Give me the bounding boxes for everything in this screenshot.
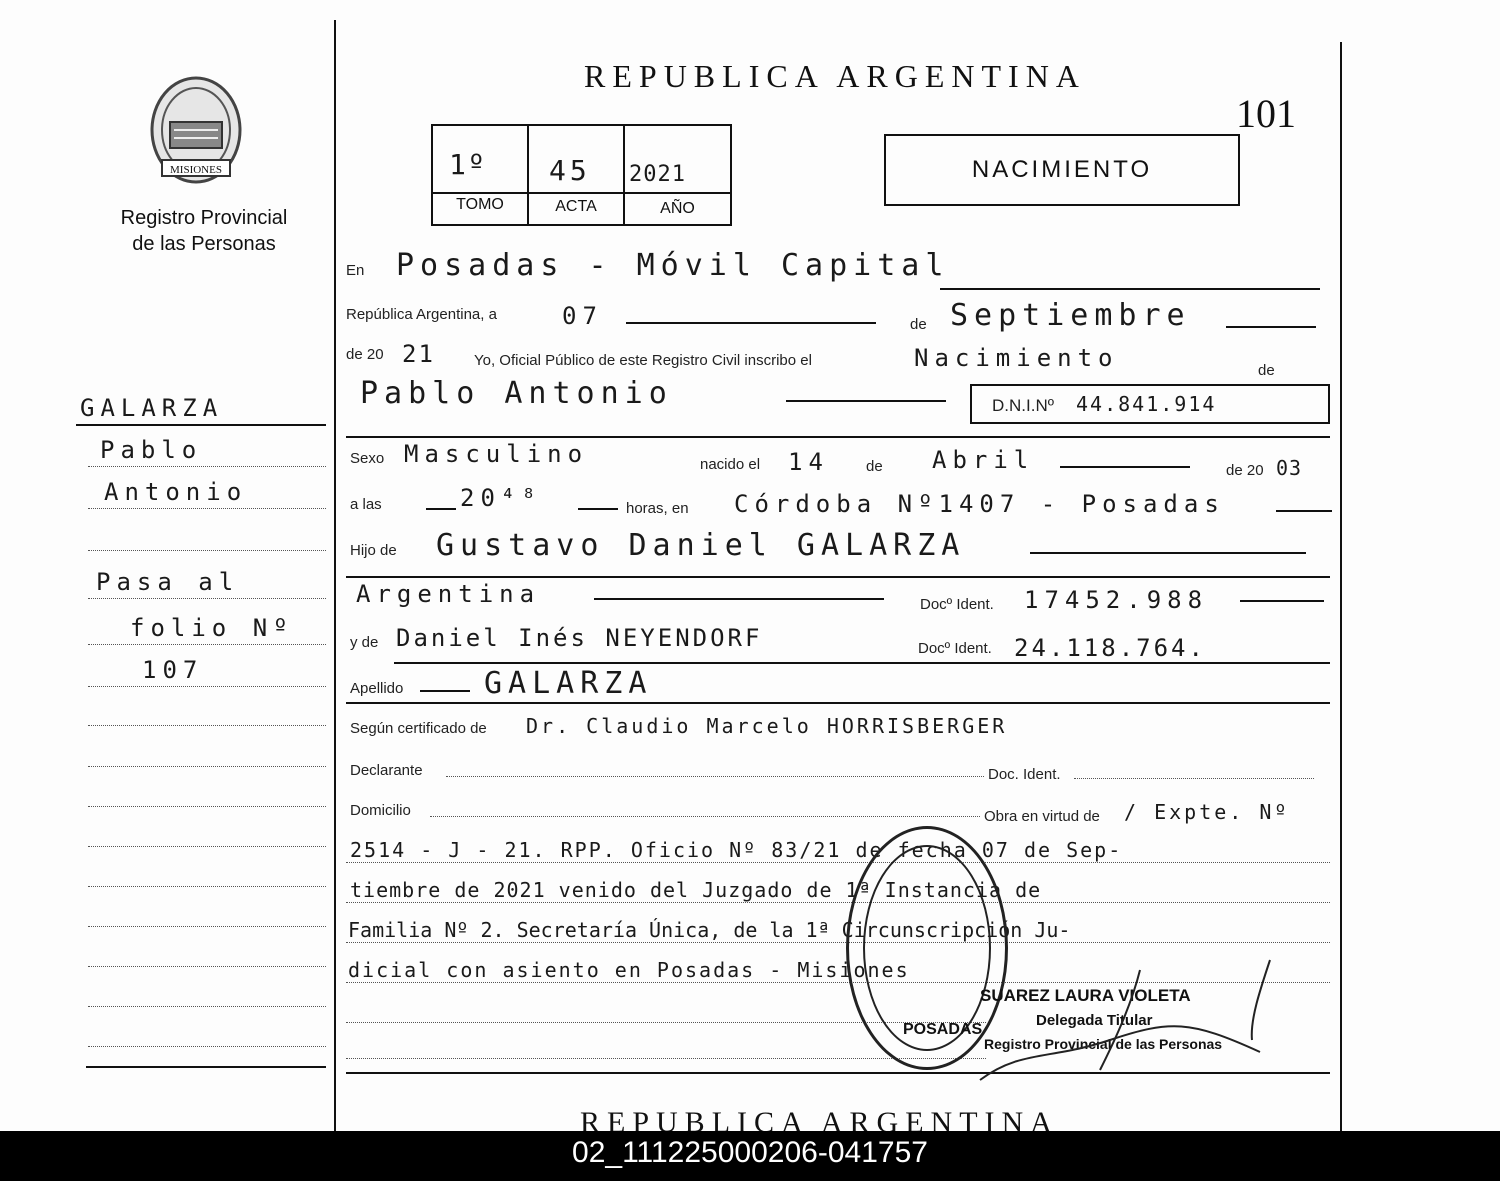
- margin-dots: [88, 966, 326, 967]
- place-value: Córdoba Nº1407 - Posadas: [734, 490, 1225, 518]
- mother-doc: 24.118.764.: [1014, 634, 1206, 662]
- segun-value: Dr. Claudio Marcelo HORRISBERGER: [526, 714, 1008, 738]
- next-page-title: REPUBLICA ARGENTINA: [580, 1106, 1059, 1131]
- day-value: 07: [562, 302, 603, 330]
- margin-note3: 107: [142, 656, 204, 684]
- obra-label: Obra en virtud de: [984, 808, 1100, 825]
- line: [1030, 552, 1306, 554]
- alas-label: a las: [350, 496, 382, 513]
- birth-year-prefix: de 20: [1226, 462, 1264, 479]
- line: [578, 508, 618, 510]
- hora-value: 20⁴⁸: [460, 484, 542, 512]
- stamp-role: Delegada Titular: [1036, 1012, 1153, 1029]
- folio-number: 101: [1236, 91, 1296, 136]
- logo-text: MISIONES: [170, 164, 222, 176]
- dots-line: [346, 1058, 986, 1059]
- tomo-label: TOMO: [456, 196, 504, 213]
- de-label-2: de: [1258, 362, 1275, 379]
- nacido-label: nacido el: [700, 456, 761, 473]
- margin-dots: [88, 846, 326, 847]
- dots-line: [1074, 778, 1314, 779]
- obra-value: / Expte. Nº: [1124, 800, 1290, 824]
- text-line-2: tiembre de 2021 venido del Juzgado de 1ª Instancia de: [350, 878, 1042, 902]
- father-value: Gustavo Daniel GALARZA: [436, 528, 966, 563]
- line: [1060, 466, 1190, 468]
- text-line-3: Familia Nº 2. Secretaría Única, de la 1ª Circunscripción Ju-: [348, 918, 1071, 942]
- margin-surname: GALARZA: [80, 394, 224, 422]
- line: [420, 690, 470, 692]
- domicilio-label: Domicilio: [350, 802, 411, 819]
- person-value: Pablo Antonio: [360, 376, 673, 411]
- margin-dots: [88, 508, 326, 509]
- acta-label: ACTA: [555, 198, 597, 215]
- seal-text: POSADAS: [903, 1021, 983, 1038]
- margin-name2: Antonio: [104, 478, 248, 506]
- sexo-value: Masculino: [404, 440, 589, 468]
- father-nationality: Argentina: [356, 580, 541, 608]
- margin-dots: [88, 926, 326, 927]
- anio-label: AÑO: [660, 200, 695, 217]
- section-rule: [346, 576, 1330, 578]
- en-label: En: [346, 262, 365, 279]
- acto-value: Nacimiento: [914, 344, 1119, 372]
- section-rule: [346, 436, 1330, 438]
- registry-line2: de las Personas: [132, 233, 276, 255]
- docident-label: Doc. Ident.: [988, 766, 1061, 783]
- line: [1240, 600, 1324, 602]
- margin-dots: [88, 686, 326, 687]
- year-value: 21: [402, 340, 435, 368]
- oficial-label: Yo, Oficial Público de este Registro Civil inscribo el: [474, 352, 812, 369]
- year-prefix: de 20: [346, 346, 384, 363]
- margin-dots: [88, 466, 326, 467]
- registry-name: [88, 205, 320, 257]
- de-label: de: [910, 316, 927, 333]
- dni-box: [970, 384, 1330, 424]
- doc-label-1: Docº Ident.: [920, 596, 994, 613]
- line: [940, 288, 1320, 290]
- margin-rule-bottom: [86, 1066, 326, 1068]
- stamp-name: SUAREZ LAURA VIOLETA: [980, 986, 1191, 1005]
- margin-dots: [88, 644, 326, 645]
- line: [1276, 510, 1332, 512]
- registry-line1: Registro Provincial: [120, 207, 288, 229]
- sexo-label: Sexo: [350, 450, 385, 467]
- text-line-1: 2514 - J - 21. RPP. Oficio Nº 83/21 de fecha 07 de Sep-: [350, 838, 1123, 862]
- column-divider: [334, 20, 336, 1131]
- month-value: Septiembre: [950, 298, 1191, 333]
- line: [426, 508, 456, 510]
- dni-value: 44.841.914: [1076, 392, 1217, 416]
- birth-year-value: 03: [1276, 456, 1303, 480]
- line: [1226, 326, 1316, 328]
- image-id-footer: 02_111225000206-041757: [0, 1131, 1500, 1181]
- margin-dots: [88, 886, 326, 887]
- dots-line: [430, 816, 980, 817]
- margin-note2: folio Nº: [130, 614, 294, 642]
- republica-label: República Argentina, a: [346, 306, 497, 323]
- anio-value: 2021: [629, 162, 686, 187]
- de-label-3: de: [866, 458, 883, 475]
- margin-dots: [88, 806, 326, 807]
- acta-value: 45: [549, 154, 591, 187]
- line: [594, 598, 884, 600]
- margin-dots: [88, 598, 326, 599]
- dots-line: [446, 776, 984, 777]
- tomo-value: 1º: [449, 148, 487, 181]
- margin-dots: [88, 725, 326, 726]
- declarante-label: Declarante: [350, 762, 423, 779]
- margin-dots: [88, 1046, 326, 1047]
- certificate-type-box: [884, 134, 1240, 206]
- country-title: REPUBLICA ARGENTINA: [584, 58, 1086, 94]
- section-rule: [346, 702, 1330, 704]
- line: [626, 322, 876, 324]
- section-rule: [394, 662, 1330, 664]
- en-value: Posadas - Móvil Capital: [396, 248, 950, 283]
- certificate-type: NACIMIENTO: [971, 156, 1153, 183]
- dni-label: D.N.I.Nº: [992, 396, 1054, 415]
- hijo-label: Hijo de: [350, 542, 397, 559]
- dots-line: [346, 862, 1330, 863]
- segun-label: Según certificado de: [350, 720, 487, 737]
- father-doc: 17452.988: [1024, 586, 1209, 614]
- apellido-label: Apellido: [350, 680, 404, 697]
- stamp-office: Registro Provincial de las Personas: [984, 1036, 1223, 1052]
- text-line-4: dicial con asiento en Posadas - Misiones: [348, 958, 910, 982]
- margin-note1: Pasa al: [96, 568, 240, 596]
- birth-day: 14: [788, 448, 829, 476]
- record-box: [431, 124, 732, 226]
- dots-line: [346, 902, 1330, 903]
- margin-rule-top: [76, 424, 326, 426]
- birth-month: Abril: [932, 446, 1035, 474]
- margin-dots: [88, 1006, 326, 1007]
- mother-value: Daniel Inés NEYENDORF: [396, 624, 763, 652]
- margin-dots: [88, 766, 326, 767]
- margin-dots: [88, 550, 326, 551]
- right-edge-line: [1340, 42, 1342, 1131]
- misiones-logo: [148, 74, 244, 186]
- margin-name1: Pablo: [100, 436, 203, 464]
- line: [786, 400, 946, 402]
- yde-label: y de: [350, 634, 379, 651]
- doc-label-2: Docº Ident.: [918, 640, 992, 657]
- apellido-value: GALARZA: [484, 666, 653, 701]
- horas-label: horas, en: [626, 500, 689, 517]
- signature: [960, 940, 1280, 1090]
